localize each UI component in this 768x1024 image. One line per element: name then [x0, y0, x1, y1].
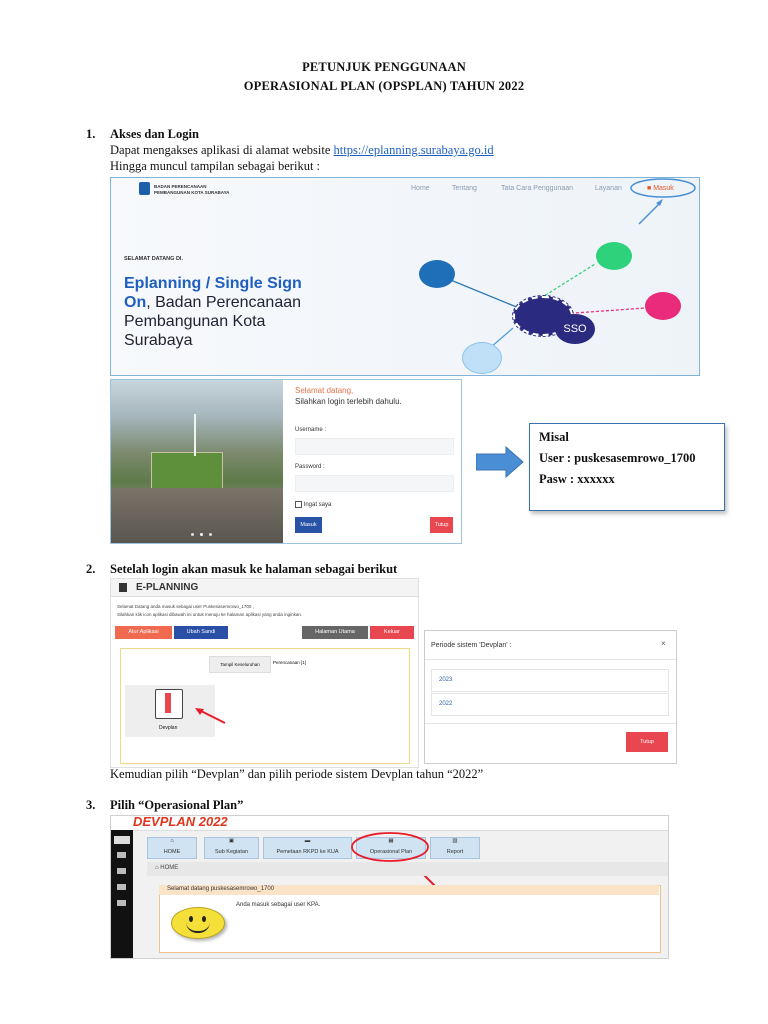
ubah-sandi-button[interactable]: Ubah Sandi: [174, 626, 228, 639]
portal-welcome: SELAMAT DATANG DI.: [124, 256, 183, 262]
smiley-icon: [171, 907, 225, 939]
atur-aplikasi-button[interactable]: Atur Aplikasi: [115, 626, 172, 639]
modal-close-icon[interactable]: ×: [661, 639, 666, 648]
remember-me[interactable]: [295, 501, 331, 508]
hero-line2-blue: On: [124, 294, 147, 311]
masuk-button[interactable]: Masuk: [295, 517, 322, 533]
misal-pass: Pasw : xxxxxx: [539, 472, 615, 486]
eplanning-title: E-PLANNING: [136, 582, 199, 593]
money-icon: ▣: [228, 838, 235, 844]
step2-text: Setelah login akan masuk ke halaman sebagai berikut: [110, 562, 398, 576]
misal-user: User : puskesasemrowo_1700: [539, 451, 696, 465]
password-input[interactable]: [295, 475, 454, 492]
nav-tentang[interactable]: Tentang: [452, 185, 477, 192]
link-line: [541, 264, 595, 298]
toolbar-operasional-plan-label: Operasional Plan: [369, 849, 413, 855]
user-icon: [462, 342, 502, 374]
step2-number: 2.: [86, 562, 96, 576]
username-label: Username :: [295, 427, 327, 433]
devplan-book-spine: [165, 693, 171, 713]
remember-checkbox[interactable]: [295, 501, 302, 508]
nav-tata-cara[interactable]: Tata Cara Penggunaan: [501, 185, 573, 192]
devplan-screenshot: [110, 815, 669, 959]
step3-text: Pilih “Operasional Plan”: [110, 798, 244, 812]
devplan-welcome: Selamat datang puskesasemrowo_1700: [167, 886, 275, 892]
periode-option-2022[interactable]: 2022: [431, 693, 669, 716]
step1-text: [110, 143, 494, 158]
calendar-icon: ▦: [388, 838, 394, 844]
eplanning-instruction: Silahkan klik icon aplikasi dibawah ini untuk menuju ke halaman aplikasi yang anda inginkan.: [117, 612, 303, 617]
devplan-pointer-arrow-icon: [193, 704, 227, 726]
nav-layanan[interactable]: Layanan: [595, 185, 622, 192]
hero-line1: Eplanning / Single Sign: [124, 275, 302, 292]
step3-number: 3.: [86, 798, 96, 812]
doc-title-line1: PETUNJUK PENGGUNAAN: [302, 60, 466, 74]
operasional-plan-highlight: [352, 833, 428, 861]
home-icon: ⌂: [170, 838, 174, 844]
devplan-book-icon: [155, 689, 183, 719]
carousel-dot[interactable]: [209, 533, 212, 536]
smiley-mouth: [186, 922, 210, 933]
breadcrumb-bar: [147, 862, 668, 876]
city-photo: [111, 380, 283, 543]
periode-title: Periode sistem 'Devplan' :: [431, 642, 512, 649]
breadcrumb-home[interactable]: HOME: [160, 865, 179, 871]
username-input[interactable]: [295, 438, 454, 455]
brand-line2: PEMBANGUNAN KOTA SURABAYA: [154, 189, 230, 195]
eplanning-url-link[interactable]: https://eplanning.surabaya.go.id: [333, 143, 494, 157]
breadcrumb: [155, 865, 178, 871]
carousel-dot[interactable]: [191, 533, 194, 536]
remember-label: Ingat saya: [303, 502, 332, 509]
example-credentials-box: [529, 423, 725, 511]
modal-divider: [425, 723, 676, 724]
toolbar-sub-kegiatan-label: Sub Kegiatan: [214, 849, 249, 855]
masuk-pointer-arrow: [639, 202, 661, 224]
globe-icon: [596, 242, 632, 270]
tab-tampil-keseluruhan[interactable]: Tampil Keseluruhan: [209, 656, 271, 673]
hero-line3: Pembangunan Kota: [124, 313, 266, 330]
nav-masuk-label: Masuk: [653, 185, 674, 192]
doc-title-line2: OPERASIONAL PLAN (OPSPLAN) TAHUN 2022: [243, 79, 525, 93]
masuk-highlight-ellipse: [631, 179, 695, 197]
right-arrow-icon: [476, 446, 524, 478]
keluar-button[interactable]: Keluar: [370, 626, 414, 639]
hero-line4: Surabaya: [124, 332, 193, 349]
toolbar-home-label: HOME: [163, 849, 181, 855]
eplanning-screenshot: [110, 578, 419, 768]
devplan-logo: DEVPLAN 2022: [133, 815, 228, 829]
login-screenshot: [110, 379, 462, 544]
home-icon: ⌂: [155, 865, 159, 871]
portal-hero-text: [124, 274, 302, 350]
toolbar-pemetaan-label: Pemetaan RKPD ke KUA: [276, 849, 339, 855]
hero-line2-rest: , Badan Perencanaan: [146, 294, 302, 311]
step1-text-prefix: Dapat mengakses aplikasi di alamat website: [110, 143, 331, 157]
portal-screenshot: [110, 177, 700, 376]
step1-text2: Hingga muncul tampilan sebagai berikut :: [110, 159, 321, 173]
step1-heading: Akses dan Login: [110, 127, 199, 141]
city-park-field: [151, 452, 223, 490]
sso-badge: SSO: [555, 314, 595, 344]
city-monument: [194, 414, 196, 456]
tab-perencanaan[interactable]: Perencanaan [1]: [273, 660, 307, 665]
card-icon: ▬: [304, 838, 311, 844]
step2-after-text: Kemudian pilih “Devplan” dan pilih periode sistem Devplan tahun “2022”: [110, 767, 484, 781]
login-greeting: Selamat datang,: [295, 386, 354, 395]
globe-icon: [645, 292, 681, 320]
book-icon: ▧: [452, 838, 458, 844]
modal-divider: [425, 659, 676, 660]
lock-icon: ■: [647, 185, 652, 192]
toolbar-report-label: Report: [446, 849, 464, 855]
devplan-app-label: Devplan: [159, 725, 178, 731]
brand-line1: BADAN PERENCANAAN: [154, 184, 207, 189]
periode-modal: [424, 630, 677, 764]
password-label: Password :: [295, 464, 325, 470]
login-prompt: Silahkan login terlebih dahulu.: [295, 397, 402, 406]
nav-home[interactable]: Home: [411, 185, 430, 192]
globe-icon: [419, 260, 455, 288]
halaman-utama-button[interactable]: Halaman Utama: [302, 626, 368, 639]
eplanning-logo-icon: [119, 583, 127, 592]
periode-option-2023[interactable]: 2023: [431, 669, 669, 692]
welcome-panel: [159, 885, 661, 953]
step1-number: 1.: [86, 127, 96, 141]
tutup-button[interactable]: Tutup: [430, 517, 453, 533]
misal-title: Misal: [539, 430, 569, 444]
eplanning-welcome: Selamat Datang anda masuk sebagai user Puskesasemrowo_1700 ,: [117, 604, 254, 609]
devplan-role: Anda masuk sebagai user KPA.: [236, 902, 321, 908]
city-buildings: [111, 488, 283, 543]
carousel-dot[interactable]: [200, 533, 203, 536]
periode-tutup-button[interactable]: Tutup: [626, 732, 668, 752]
